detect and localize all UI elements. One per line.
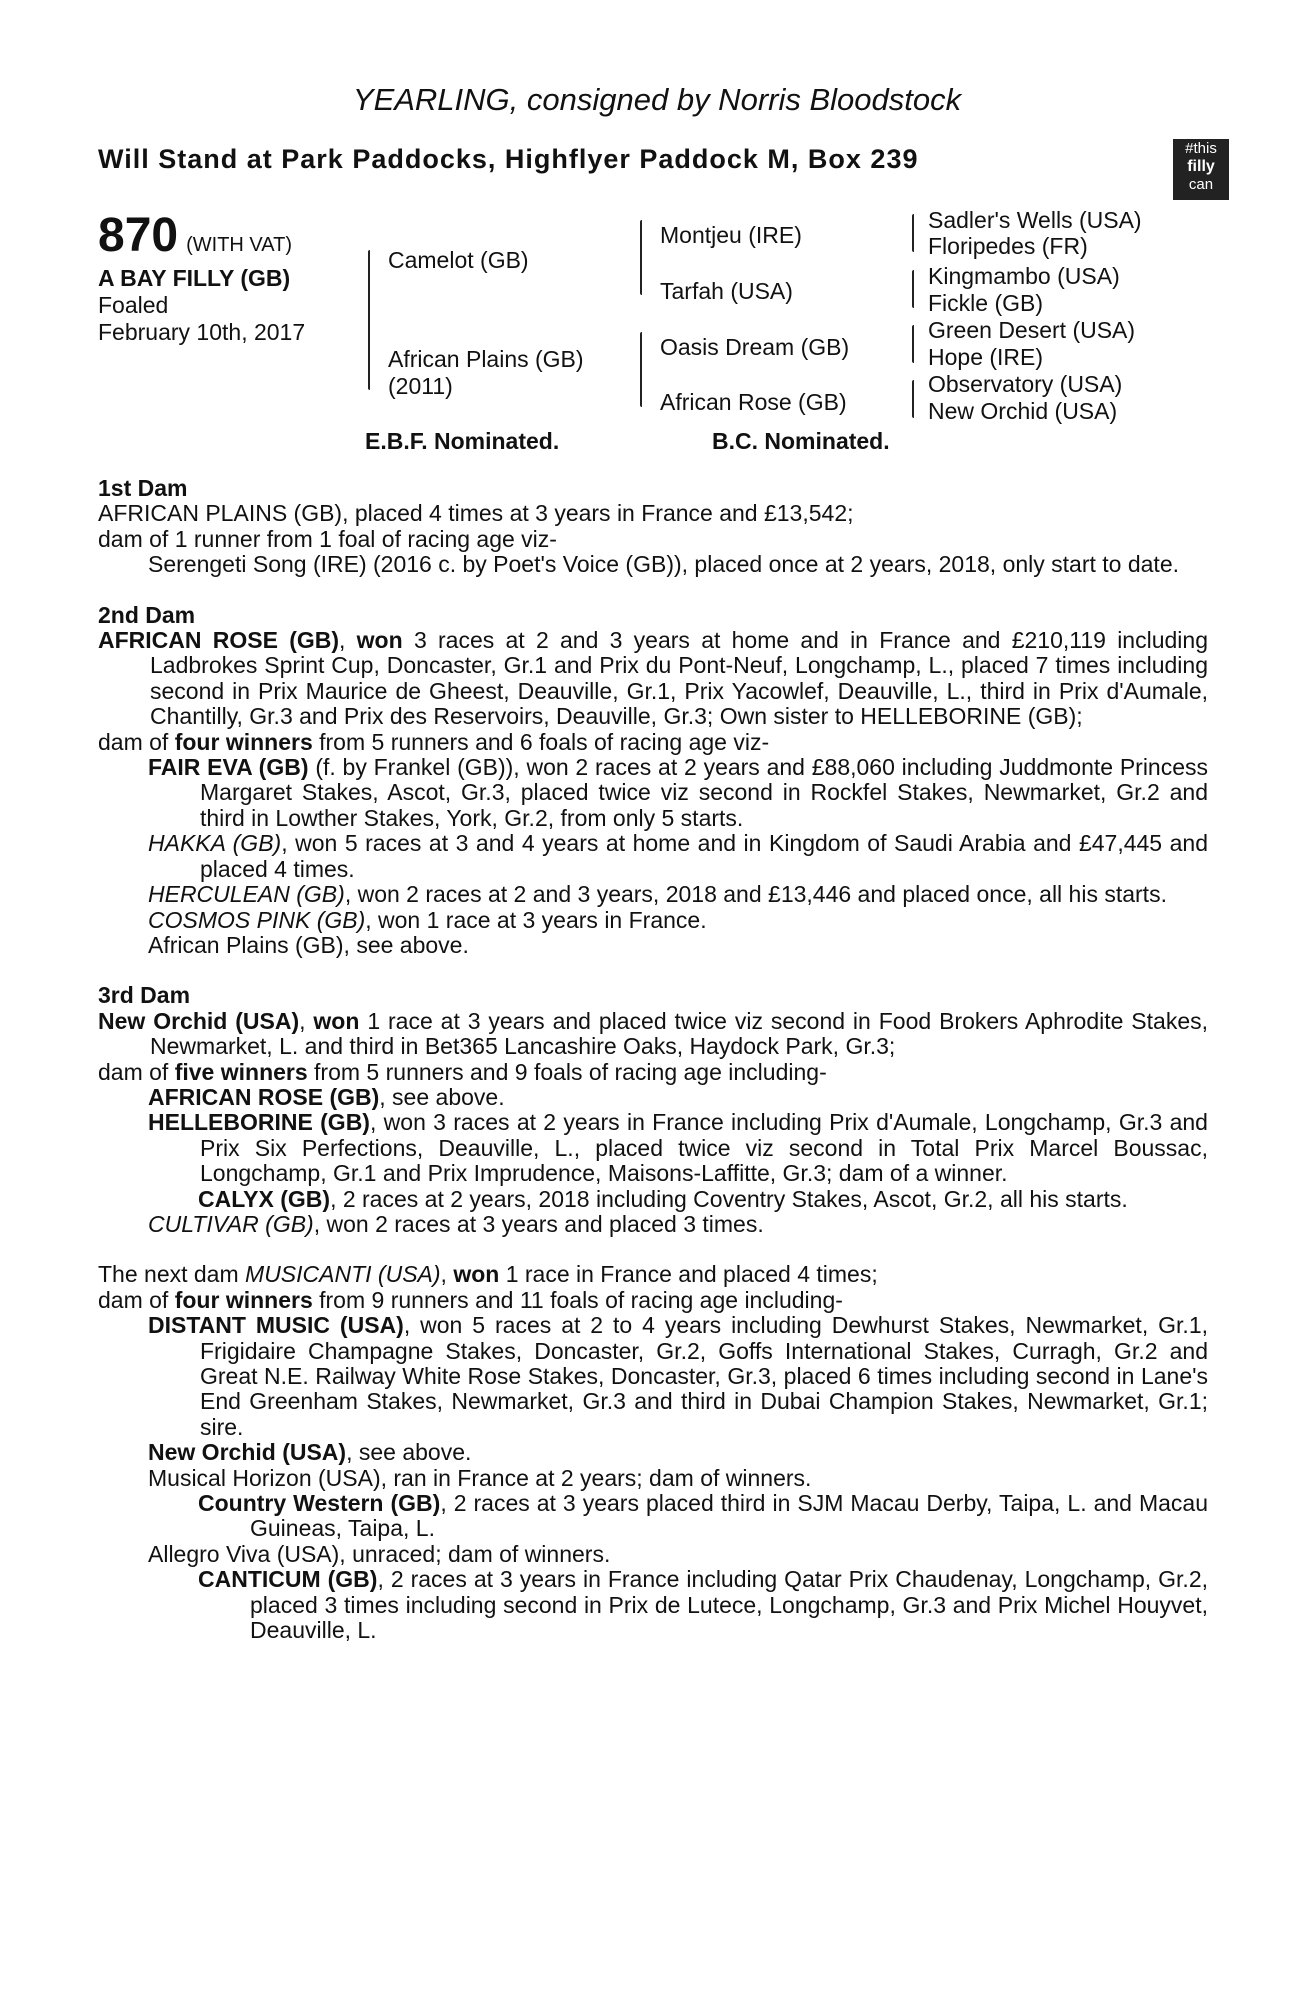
lot-name: A BAY FILLY (GB)	[98, 265, 291, 291]
helleborine-name: HELLEBORINE (GB)	[148, 1109, 370, 1136]
next-dam-won: won	[453, 1261, 500, 1288]
dam-of-label: dam of	[98, 728, 169, 755]
cosmos-text: , won 1 race at 3 years in France.	[365, 906, 707, 933]
hakka-text: , won 5 races at 3 and 4 years at home and in Kingdom of Saudi Arabia and £47,445 and placed 4 times.	[200, 830, 1208, 882]
sss: Sadler's Wells (USA)	[928, 207, 1142, 233]
brace-sire	[640, 220, 642, 295]
subtitle: YEARLING, consigned by Norris Bloodstock	[352, 82, 962, 117]
herculean-entry	[98, 882, 1208, 907]
dam-sire: Oasis Dream (GB)	[660, 334, 850, 360]
distant-music-entry	[98, 1313, 1208, 1440]
next-dam-intro: The next dam	[98, 1261, 239, 1288]
cultivar-text: , won 2 races at 3 years and placed 3 times.	[313, 1210, 764, 1237]
cultivar-name: CULTIVAR (GB)	[148, 1210, 314, 1237]
third-dam-heading: 3rd Dam	[98, 982, 191, 1009]
first-dam-heading: 1st Dam	[98, 475, 188, 501]
hakka-name: HAKKA (GB)	[148, 830, 282, 857]
distant-music-text: , won 5 races at 2 to 4 years including Dewhurst Stakes, Newmarket, Gr.1, Frigidaire Champagne Stakes, Doncaster, Gr.2, Goffs International Stakes, Curragh, Gr.2 and Great N.E. Railway White Rose Stakes, Doncaster, Gr.3, placed 6 times including second in Lane's End Greenham Stakes, Newmarket, Gr.3 and third in Dubai Champion Stakes, Newmarket, Gr.1; sire.	[200, 1312, 1208, 1440]
allegro-viva-entry: Allegro Viva (USA), unraced; dam of winners.	[148, 1540, 611, 1567]
dam-of-rest: from 9 runners and 11 foals of racing age including-	[319, 1286, 843, 1313]
brace-gen1	[368, 250, 370, 390]
sire-dam: Tarfah (USA)	[660, 278, 793, 304]
country-western-entry	[98, 1491, 1208, 1542]
canticum-text: , 2 races at 3 years in France including Qatar Prix Chaudenay, Longchamp, Gr.2, placed 3 times including second in Prix de Lutece, Longchamp, Gr.3 and Prix Michel Houyvet, Deauville, L.	[250, 1566, 1209, 1644]
lot-vat: (WITH VAT)	[186, 234, 292, 256]
second-dam-dam-of	[98, 730, 1208, 755]
african-rose-text: , see above.	[379, 1083, 505, 1110]
canticum-name: CANTICUM (GB)	[198, 1566, 378, 1593]
bc-nominated: B.C. Nominated.	[712, 428, 890, 454]
foaled-date: February 10th, 2017	[98, 319, 306, 345]
cosmos-name: COSMOS PINK (GB)	[148, 906, 366, 933]
dam: African Plains (GB)	[388, 346, 584, 372]
cosmos-entry	[98, 908, 1208, 933]
badge-line-3: can	[1188, 176, 1214, 193]
fair-eva-name: FAIR EVA (GB)	[148, 754, 309, 781]
fair-eva-text: (f. by Frankel (GB)), won 2 races at 2 years and £88,060 including Juddmonte Princess Margaret Stakes, Ascot, Gr.3, placed twice viz second in Rockfel Stakes, Newmarket, Gr.2 and third in Lowther Stakes, York, Gr.2, from only 5 starts.	[200, 754, 1209, 831]
brace-ds	[912, 325, 914, 363]
next-dam-dam-of	[98, 1288, 1208, 1313]
sire: Camelot (GB)	[388, 247, 529, 273]
third-dam-won: won	[313, 1007, 360, 1034]
hakka-entry	[98, 831, 1208, 882]
dam-year: (2011)	[388, 373, 453, 399]
dam-of-rest: from 5 runners and 9 foals of racing age including-	[314, 1058, 827, 1085]
dds: Observatory (USA)	[928, 371, 1123, 397]
brace-sd	[912, 270, 914, 308]
second-dam-won: won	[356, 627, 403, 654]
ssd: Floripedes (FR)	[928, 233, 1088, 259]
ddd: New Orchid (USA)	[928, 398, 1118, 424]
badge-line-1: #this	[1185, 140, 1217, 157]
new-orchid-name: New Orchid (USA)	[148, 1439, 347, 1466]
african-rose-name: AFRICAN ROSE (GB)	[148, 1083, 380, 1110]
calyx-entry	[98, 1187, 1208, 1212]
second-dam-heading: 2nd Dam	[98, 601, 196, 628]
next-dam-section	[98, 1262, 1208, 1643]
helleborine-text: , won 3 races at 2 years in France including Prix d'Aumale, Longchamp, Gr.3 and Prix Six Perfections, Deauville, L., placed twice viz second in Total Prix Marcel Boussac, Longchamp, Gr.1 and Prix Imprudence, Maisons-Laffitte, Gr.3; dam of a winner.	[200, 1109, 1208, 1187]
next-dam-text: 1 race in France and placed 4 times;	[505, 1261, 878, 1288]
lot-number: 870	[98, 209, 179, 262]
next-dam-record: The next dam MUSICANTI (USA), won 1 race in France and placed 4 times;	[98, 1261, 878, 1288]
third-dam-text: 1 race at 3 years and placed twice viz second in Food Brokers Aphrodite Stakes, Newmarket, L. and third in Bet365 Lancashire Oaks, Haydock Park, Gr.3;	[150, 1007, 1209, 1060]
brace-ss	[912, 214, 914, 252]
third-dam-record: New Orchid (USA), won 1 race at 3 years and placed twice viz second in Food Brokers Aphrodite Stakes, Newmarket, L. and third in Bet365 Lancashire Oaks, Haydock Park, Gr.3;	[98, 1007, 1209, 1060]
cultivar-entry	[98, 1212, 1208, 1237]
helleborine-entry	[98, 1110, 1208, 1186]
first-dam-line2: dam of 1 runner from 1 foal of racing age viz-	[98, 525, 557, 552]
dam-of-label: dam of	[98, 1058, 169, 1085]
second-dam-text: 3 races at 2 and 3 years at home and in France and £210,119 including Ladbrokes Sprint Cup, Doncaster, Gr.1 and Prix du Pont-Neuf, Longchamp, L., placed 7 times including second in Prix Maurice de Gheest, Deauville, Gr.1, Prix Yacowlef, Deauville, L., third in Prix d'Aumale, Chantilly, Gr.3 and Prix des Reservoirs, Deauville, Gr.3; Own sister to HELLEBORINE (GB);	[150, 627, 1208, 730]
calyx-name: CALYX (GB)	[198, 1185, 331, 1212]
foaled-label: Foaled	[98, 292, 169, 318]
african-plains-entry: African Plains (GB), see above.	[148, 931, 469, 958]
brace-dam	[640, 332, 642, 407]
winners-count: five winners	[174, 1058, 308, 1085]
country-western-text: , 2 races at 3 years placed third in SJM Macau Derby, Taipa, L. and Macau Guineas, Taipa, L.	[250, 1490, 1208, 1542]
sdd: Fickle (GB)	[928, 290, 1043, 316]
this-filly-can-logo	[1173, 139, 1229, 200]
ebf-nominated: E.B.F. Nominated.	[365, 428, 560, 454]
next-dam-name: MUSICANTI (USA)	[245, 1261, 441, 1288]
new-orchid-entry	[98, 1440, 1208, 1465]
dss: Green Desert (USA)	[928, 317, 1136, 343]
badge-line-2: filly	[1187, 158, 1215, 175]
second-dam-section	[98, 603, 1208, 959]
dam-of-label: dam of	[98, 1286, 169, 1313]
dam-dam: African Rose (GB)	[660, 389, 847, 415]
herculean-text: , won 2 races at 2 and 3 years, 2018 and £13,446 and placed once, all his starts.	[344, 881, 1167, 908]
herculean-name: HERCULEAN (GB)	[148, 881, 345, 908]
calyx-text: , 2 races at 2 years, 2018 including Coventry Stakes, Ascot, Gr.2, all his starts.	[330, 1185, 1128, 1212]
first-dam-line1: AFRICAN PLAINS (GB), placed 4 times at 3 years in France and £13,542;	[98, 500, 854, 527]
lot-block	[98, 208, 292, 263]
dsd: Hope (IRE)	[928, 344, 1044, 370]
stand-location: Will Stand at Park Paddocks, Highflyer Paddock M, Box 239	[98, 144, 919, 174]
third-dam-dam-of	[98, 1060, 1208, 1085]
distant-music-name: DISTANT MUSIC (USA)	[148, 1312, 404, 1339]
african-rose-entry	[98, 1085, 1208, 1110]
winners-count: four winners	[174, 1286, 313, 1313]
sire-sire: Montjeu (IRE)	[660, 222, 802, 248]
third-dam-name: New Orchid (USA)	[98, 1007, 300, 1034]
fair-eva-entry	[98, 755, 1208, 831]
country-western-name: Country Western (GB)	[198, 1490, 441, 1517]
canticum-entry	[98, 1567, 1208, 1643]
brace-dd	[912, 380, 914, 418]
catalogue-body	[98, 476, 1208, 1643]
dam-of-rest: from 5 runners and 6 foals of racing age viz-	[319, 728, 770, 755]
third-dam-section	[98, 983, 1208, 1237]
second-dam-record: AFRICAN ROSE (GB), won 3 races at 2 and 3 years at home and in France and £210,119 including Ladbrokes Sprint Cup, Doncaster, Gr.1 and Prix du Pont-Neuf, Longchamp, L., placed 7 times including second in Prix Maurice de Gheest, Deauville, Gr.1, Prix Yacowlef, Deauville, L., third in Prix d'Aumale, Chantilly, Gr.3 and Prix des Reservoirs, Deauville, Gr.3; Own sister to HELLEBORINE (GB);	[98, 627, 1208, 730]
musical-horizon-entry: Musical Horizon (USA), ran in France at 2 years; dam of winners.	[148, 1464, 812, 1491]
new-orchid-text: , see above.	[346, 1439, 472, 1466]
winners-count: four winners	[174, 728, 313, 755]
second-dam-name: AFRICAN ROSE (GB)	[98, 627, 340, 654]
sds: Kingmambo (USA)	[928, 263, 1120, 289]
first-dam-progeny: Serengeti Song (IRE) (2016 c. by Poet's Voice (GB)), placed once at 2 years, 2018, only start to date.	[148, 551, 1180, 578]
